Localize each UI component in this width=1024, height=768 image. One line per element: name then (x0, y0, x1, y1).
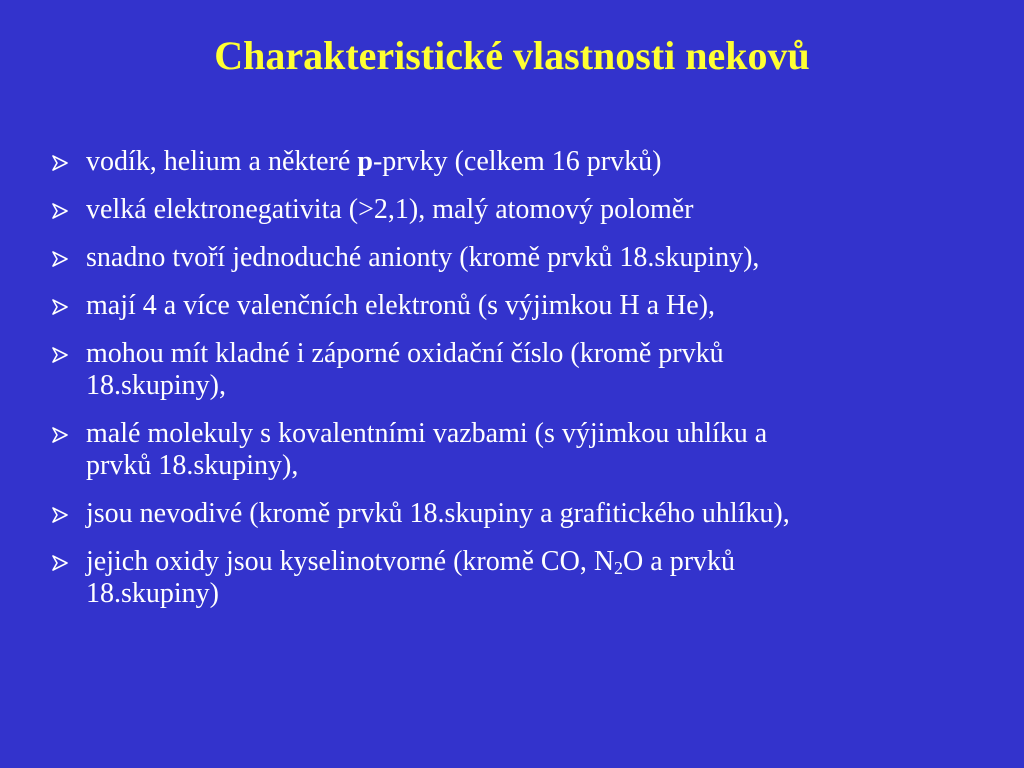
slide-title: Charakteristické vlastnosti nekovů (214, 33, 810, 78)
bullet-item (50, 418, 980, 482)
arrow-bullet-icon (50, 146, 74, 178)
arrow-bullet-icon (50, 498, 74, 530)
arrow-bullet-icon (50, 338, 74, 370)
bullet-text: jsou nevodivé (kromě prvků 18.skupiny a grafitického uhlíku), (86, 498, 790, 529)
bullet-text: malé molekuly s kovalentními vazbami (s výjimkou uhlíku a prvků 18.skupiny), (86, 418, 768, 481)
bullet-item (50, 290, 980, 322)
bullet-text: mohou mít kladné i záporné oxidační číslo (kromě prvků 18.skupiny), (86, 338, 724, 401)
arrow-bullet-icon (50, 290, 74, 322)
arrow-bullet-icon (50, 242, 74, 274)
bullet-item (50, 146, 980, 178)
bullet-item (50, 242, 980, 274)
bullet-text: velká elektronegativita (>2,1), malý atomový poloměr (86, 194, 694, 225)
bullet-text: snadno tvoří jednoduché anionty (kromě prvků 18.skupiny), (86, 242, 760, 273)
bullet-item (50, 546, 980, 610)
bullet-item (50, 338, 980, 402)
arrow-bullet-icon (50, 418, 74, 450)
bullet-item (50, 498, 980, 530)
bullet-list (50, 146, 980, 626)
bullet-text: jejich oxidy jsou kyselinotvorné (kromě CO, $N_2O$ a prvků 18.skupiny) (86, 546, 736, 609)
bullet-item (50, 194, 980, 226)
arrow-bullet-icon (50, 546, 74, 578)
bullet-text: mají 4 a více valenčních elektronů (s výjimkou H a He), (86, 290, 716, 321)
arrow-bullet-icon (50, 194, 74, 226)
bullet-text: vodík, helium a některé p-prvky (celkem 16 prvků) (86, 146, 662, 177)
